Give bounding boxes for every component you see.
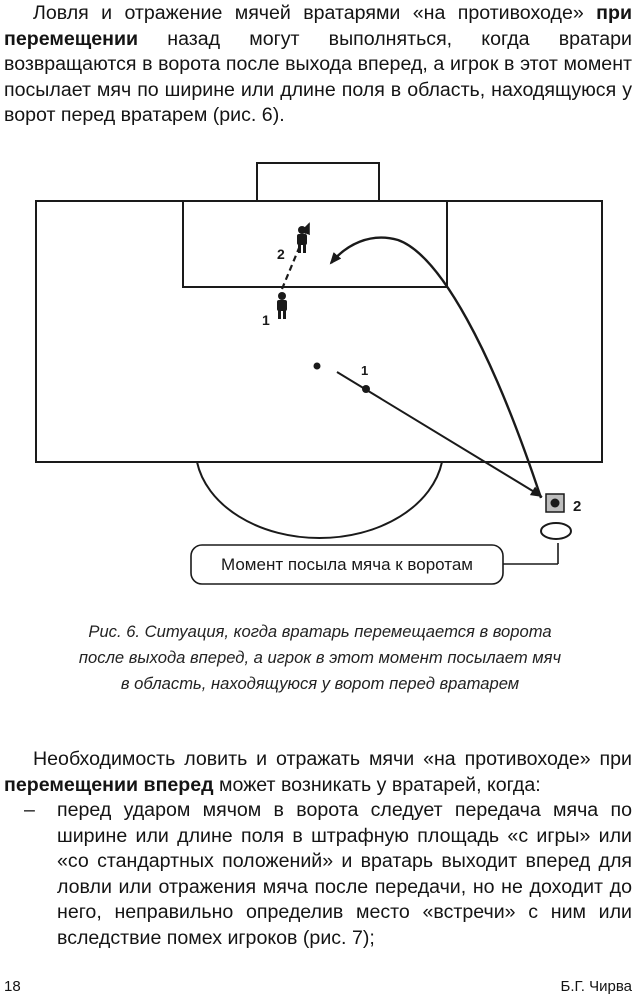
ball-ring-icon (541, 523, 571, 539)
goalkeeper-label-1: 1 (262, 312, 270, 328)
field-diagram-svg (0, 150, 638, 590)
penalty-arc (197, 462, 442, 538)
goal-outline (257, 163, 379, 201)
bullet-item-1 (24, 798, 632, 951)
paragraph-1-bold: при перемещении (4, 2, 632, 50)
running-author: Б.Г. Чирва (560, 978, 632, 995)
caption-line-2: после выхода вперед, а игрок в этот момент посылает мяч (78, 648, 562, 667)
player-label-2: 2 (573, 498, 582, 515)
paragraph-1 (4, 1, 632, 129)
player-position-1 (362, 385, 370, 393)
paragraph-1-text-a: Ловля и отражение мячей вратарями «на противоходе» (33, 2, 597, 24)
figure-caption (40, 619, 600, 697)
player-label-1: 1 (361, 363, 369, 378)
goalkeeper-figure-icon (277, 292, 287, 319)
field-boundary (36, 201, 602, 462)
paragraph-2-text-a: Необходимость ловить и отражать мячи «на противоходе» при (33, 748, 632, 770)
callout-text: Момент посыла мяча к воротам (221, 555, 473, 574)
goalkeeper-run-path (282, 224, 309, 289)
penalty-spot (314, 363, 321, 370)
ball-icon (551, 499, 560, 508)
paragraph-2 (4, 747, 632, 798)
paragraph-2-bold: перемещении вперед (4, 773, 214, 796)
caption-line-3: в область, находящуюся у ворот перед вратарем (120, 674, 520, 693)
goalkeeper-label-2: 2 (277, 246, 285, 262)
caption-line-1: Рис. 6. Ситуация, когда вратарь перемещается в ворота (88, 622, 552, 641)
bullet-item-1-text: перед ударом мячом в ворота следует передача мяча по ширине или длине поля в штрафную площадь «с игры» или «со стандартных положений» и вратарь выходит вперед для ловли или отражения мяча после передачи, но не доходит до него, неправильно определив место «встречи» с ним или вследствие помех игроков (рис. 7); (57, 799, 632, 949)
paragraph-1-text-b: назад могут выполняться, когда вратари возвращаются в ворота после выхода вперед, а игрок в этот момент посылает мяч по ширине или длине поля в область, находящуюся у ворот перед вратарем (рис. 6). (4, 27, 632, 126)
bullet-dash: – (24, 799, 35, 821)
page-number: 18 (4, 978, 21, 995)
goalkeeper-figure-icon (297, 226, 307, 253)
figure-6-diagram (0, 150, 638, 590)
paragraph-2-text-b: может возникать у вратарей, когда: (213, 773, 541, 796)
